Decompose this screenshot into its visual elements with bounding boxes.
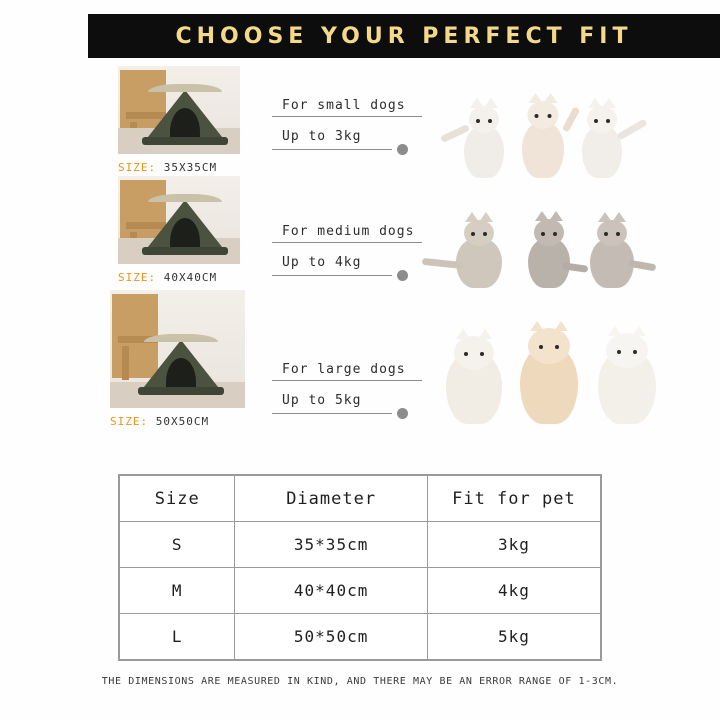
size-label-large <box>110 415 245 428</box>
tent-icon <box>140 334 222 392</box>
kitten <box>464 126 504 178</box>
kitten <box>528 238 570 288</box>
caption-rule-short <box>272 149 392 150</box>
caption-line-1: For medium dogs <box>282 224 415 239</box>
tent-photo <box>110 290 245 408</box>
cell-diameter: 35*35cm <box>235 522 427 568</box>
bullet-dot-icon <box>397 408 408 419</box>
caption-rule <box>272 116 422 117</box>
page-title: CHOOSE YOUR PERFECT FIT <box>175 23 633 49</box>
caption-line-2: Up to 5kg <box>282 393 362 408</box>
kitten-head <box>597 220 627 246</box>
tent-icon <box>144 194 226 252</box>
size-label-key: SIZE: <box>118 161 157 174</box>
caption-line-1: For small dogs <box>282 98 406 113</box>
size-row-large <box>0 290 720 430</box>
caption-line-2: Up to 4kg <box>282 255 362 270</box>
header-banner <box>88 14 720 58</box>
caption-rule <box>272 380 422 381</box>
product-photo-large <box>110 290 245 428</box>
size-label-value: 40X40CM <box>163 271 218 284</box>
caption-medium <box>272 224 422 276</box>
caption-rule <box>272 242 422 243</box>
footnote: THE DIMENSIONS ARE MEASURED IN KIND, AND THERE MAY BE AN ERROR RANGE OF 1-3CM. <box>101 676 619 687</box>
tent-icon <box>144 84 226 142</box>
caption-small <box>272 98 422 150</box>
bullet-dot-icon <box>397 270 408 281</box>
pets-photo-large <box>432 310 672 430</box>
kitten-head <box>454 336 494 370</box>
caption-large <box>272 362 422 414</box>
cell-size: M <box>120 568 235 614</box>
kitten <box>522 122 564 178</box>
table-row <box>120 522 601 568</box>
table-header-diameter: Diameter <box>235 476 427 522</box>
size-label-key: SIZE: <box>118 271 157 284</box>
caption-rule-short <box>272 413 392 414</box>
size-label-value: 35X35CM <box>163 161 218 174</box>
caption-line-1: For large dogs <box>282 362 406 377</box>
product-photo-small <box>118 66 240 174</box>
table-header-row <box>120 476 601 522</box>
caption-line-2: Up to 3kg <box>282 129 362 144</box>
size-label-medium <box>118 271 240 284</box>
kitten <box>590 238 634 288</box>
tent-photo <box>118 176 240 264</box>
kitten <box>520 346 578 424</box>
table-header-size: Size <box>120 476 235 522</box>
cell-size: L <box>120 614 235 660</box>
size-table <box>118 474 602 661</box>
table-row <box>120 614 601 660</box>
table-row <box>120 568 601 614</box>
kitten-head <box>534 219 564 246</box>
size-label-key: SIZE: <box>110 415 149 428</box>
tent-photo <box>118 66 240 154</box>
cell-diameter: 50*50cm <box>235 614 427 660</box>
table-header-fit: Fit for pet <box>427 476 600 522</box>
kitten-head <box>464 220 494 246</box>
cell-fit: 5kg <box>427 614 600 660</box>
kitten-head <box>528 328 570 364</box>
pets-photo-small <box>432 74 672 184</box>
kitten-head <box>587 106 617 133</box>
pets-photo-medium <box>432 184 672 294</box>
kitten-head <box>469 106 499 133</box>
cell-fit: 3kg <box>427 522 600 568</box>
caption-rule-short <box>272 275 392 276</box>
product-photo-medium <box>118 176 240 284</box>
kitten <box>456 238 502 288</box>
bullet-dot-icon <box>397 144 408 155</box>
kitten-head <box>528 101 559 129</box>
kitten <box>598 350 656 424</box>
kitten <box>446 352 502 424</box>
kitten-head <box>606 333 648 368</box>
cell-size: S <box>120 522 235 568</box>
cell-diameter: 40*40cm <box>235 568 427 614</box>
cell-fit: 4kg <box>427 568 600 614</box>
size-label-value: 50X50CM <box>155 415 210 428</box>
kitten <box>582 126 622 178</box>
size-label-small <box>118 161 240 174</box>
